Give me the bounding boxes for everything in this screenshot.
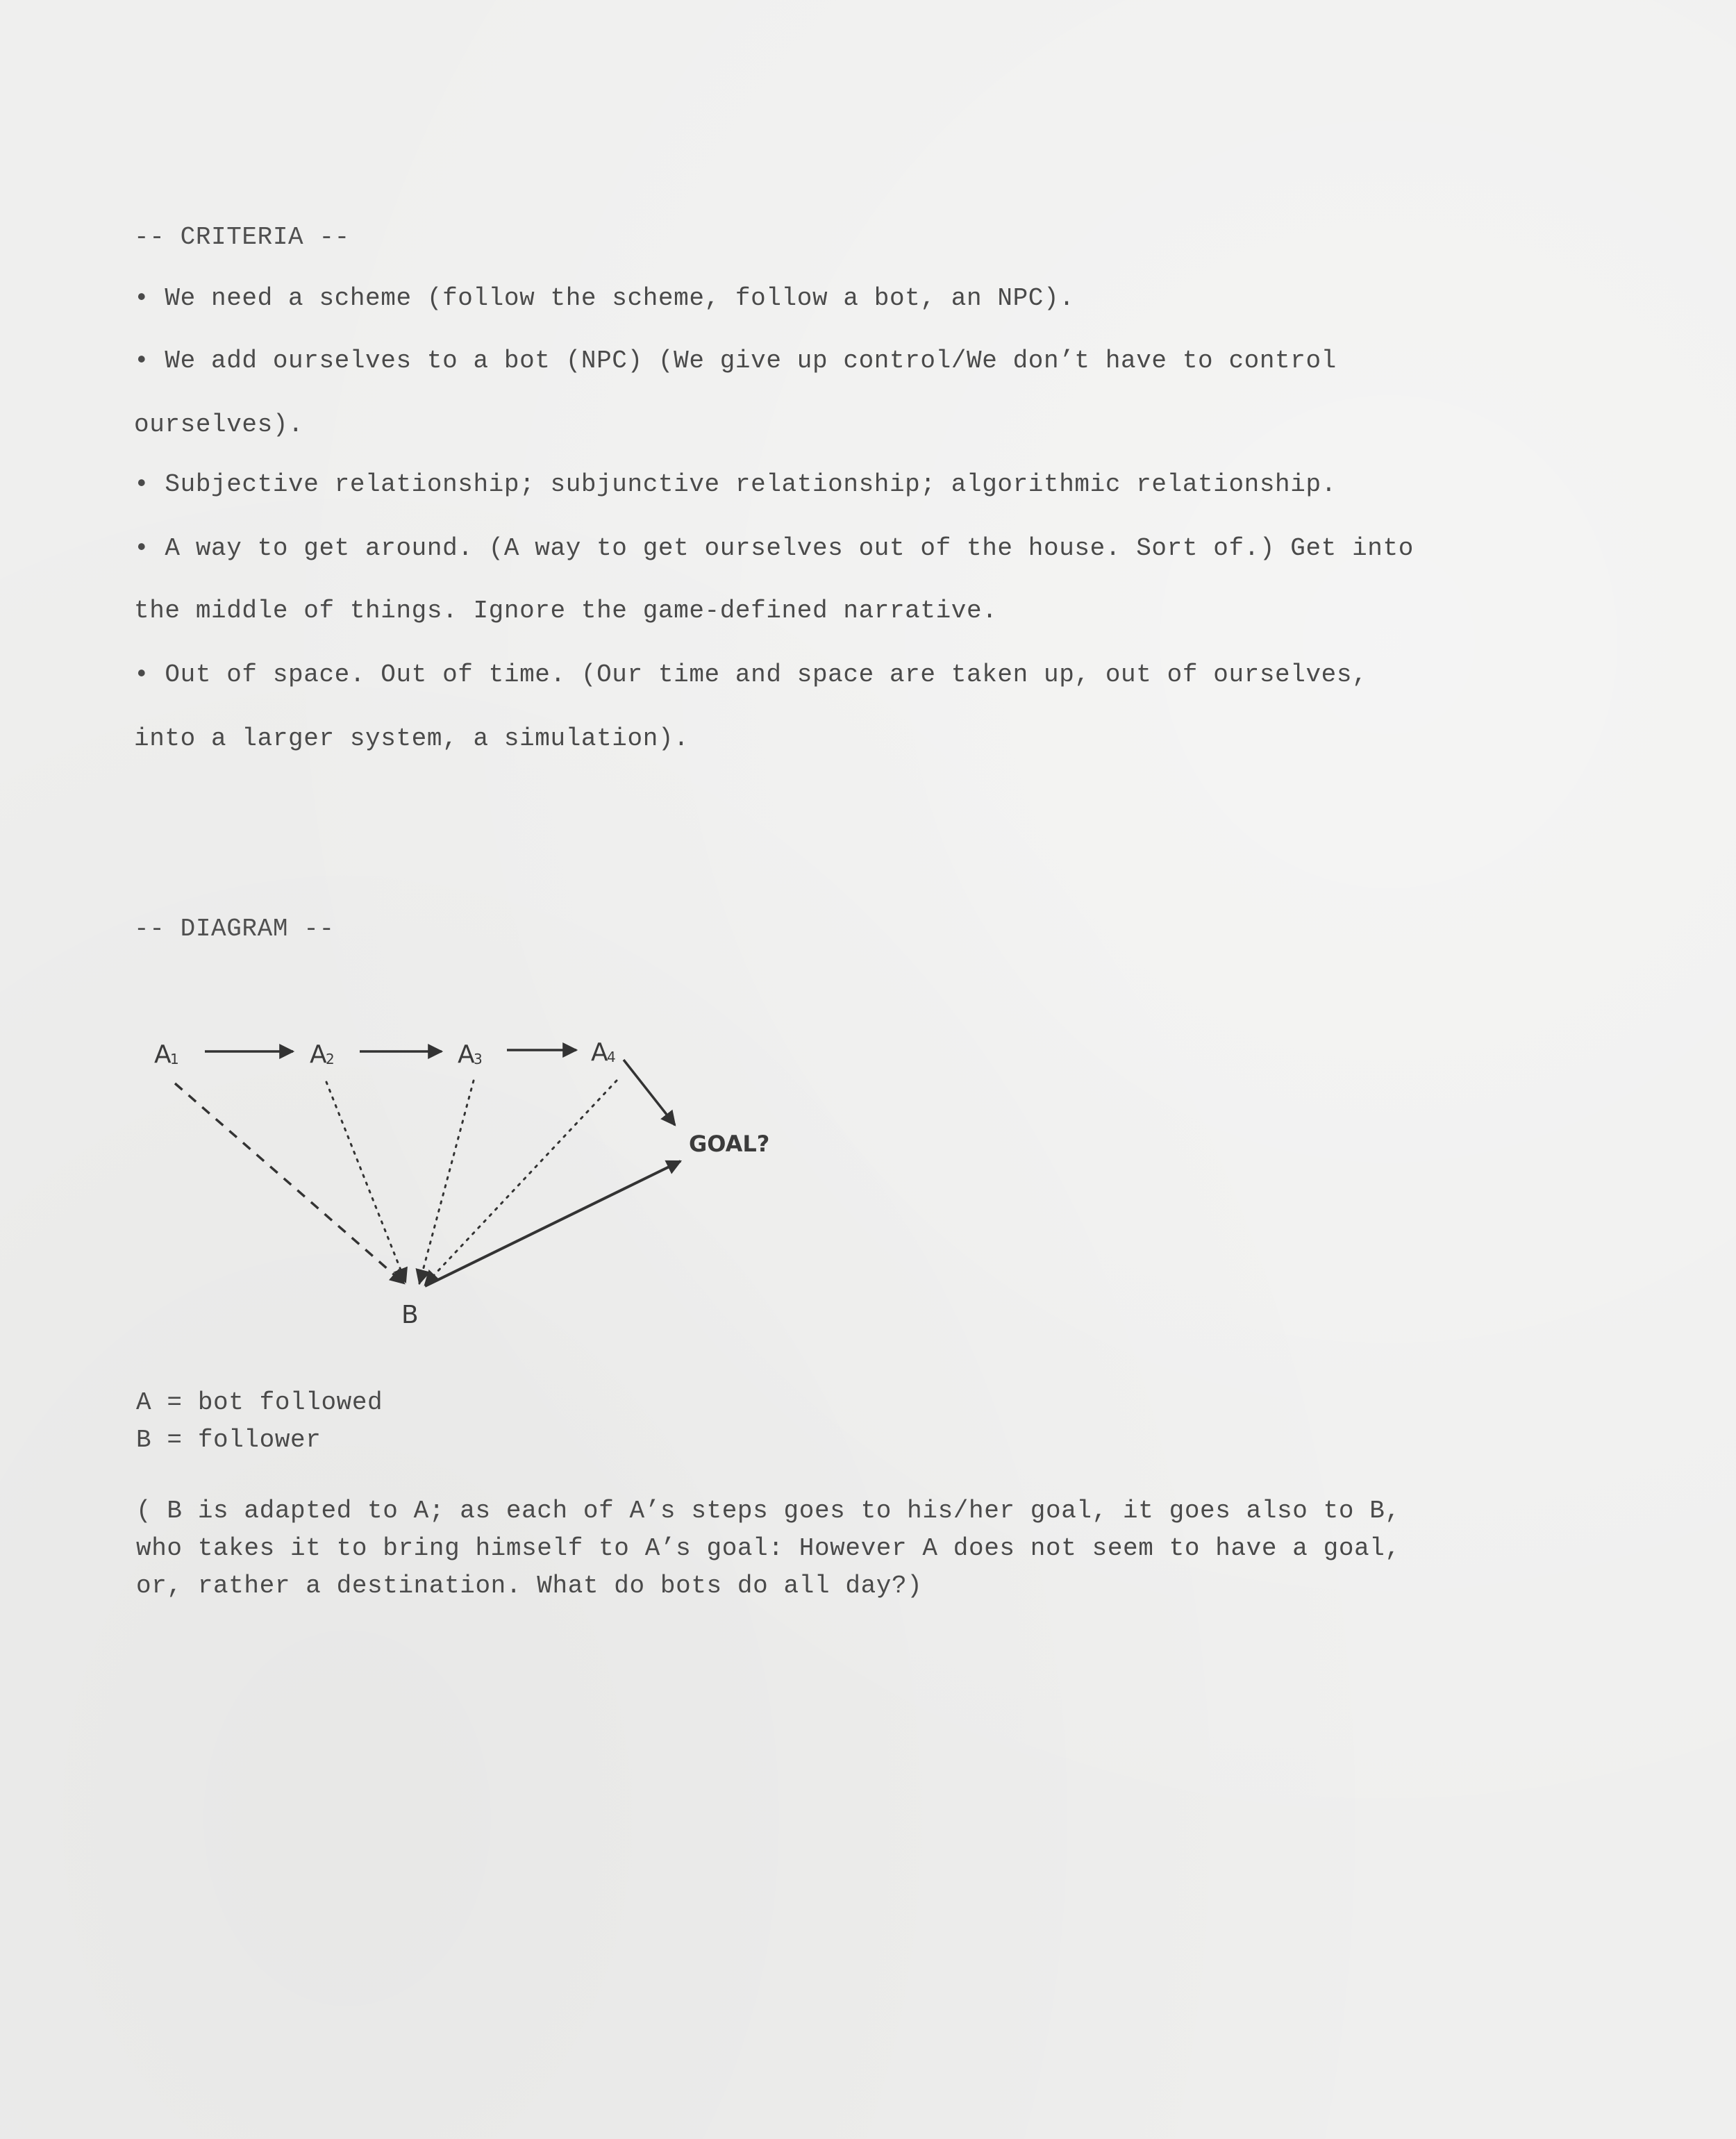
node-b: B	[401, 1301, 419, 1329]
criteria-line: the middle of things. Ignore the game-defined narrative.	[134, 597, 998, 625]
note-line: ( B is adapted to A; as each of A’s steps goes to his/her goal, it goes also to B,	[136, 1497, 1401, 1525]
node-a2-letter: A	[310, 1040, 327, 1069]
node-goal: GOAL?	[689, 1131, 770, 1157]
criteria-line: • A way to get around. (A way to get ourselves out of the house. Sort of.) Get into	[134, 534, 1414, 563]
note-line: who takes it to bring himself to A’s goal: However A does not seem to have a goal,	[136, 1534, 1401, 1563]
criteria-line: into a larger system, a simulation).	[134, 724, 690, 753]
legend-b: B = follower	[136, 1426, 322, 1454]
node-a3-subscript: 3	[474, 1051, 483, 1067]
node-a4-letter: A	[591, 1038, 608, 1067]
note-line: or, rather a destination. What do bots do all day?)	[136, 1572, 923, 1600]
node-a4-subscript: 4	[607, 1049, 616, 1065]
node-a3-letter: A	[458, 1040, 475, 1069]
criteria-line: • Subjective relationship; subjunctive relationship; algorithmic relationship.	[134, 470, 1337, 499]
node-a1-subscript: 1	[170, 1051, 179, 1067]
diagram-heading: -- DIAGRAM --	[134, 915, 335, 943]
node-a2-subscript: 2	[326, 1051, 335, 1067]
node-a1-letter: A	[154, 1040, 172, 1069]
criteria-line: • Out of space. Out of time. (Our time and space are taken up, out of ourselves,	[134, 660, 1368, 689]
criteria-line: • We need a scheme (follow the scheme, follow a bot, an NPC).	[134, 284, 1075, 313]
criteria-heading: -- CRITERIA --	[134, 223, 350, 251]
criteria-line: • We add ourselves to a bot (NPC) (We give up control/We don’t have to control	[134, 347, 1337, 375]
legend-a: A = bot followed	[136, 1388, 383, 1417]
criteria-line: ourselves).	[134, 410, 304, 439]
